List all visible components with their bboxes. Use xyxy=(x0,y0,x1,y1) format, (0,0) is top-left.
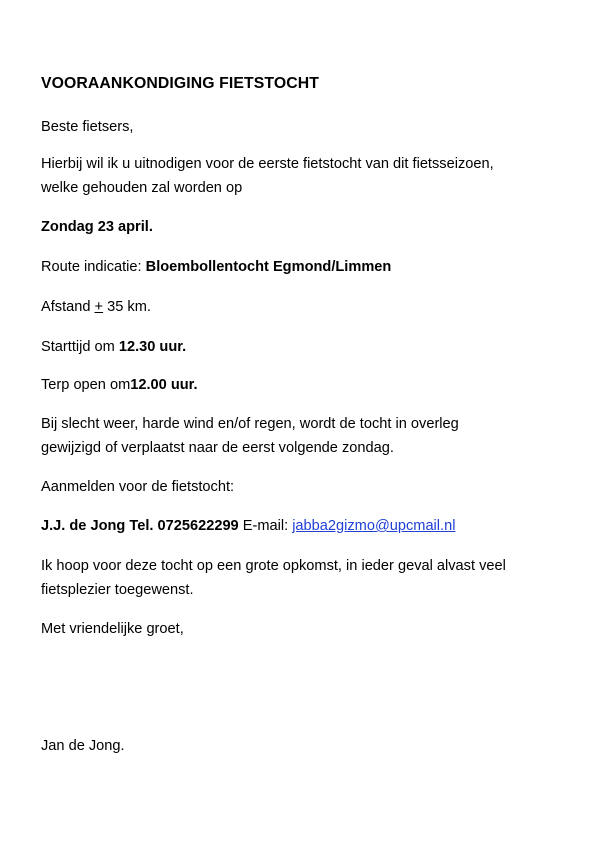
start-time-label: Starttijd om xyxy=(41,339,119,355)
route-line xyxy=(41,257,391,277)
event-date: Zondag 23 april. xyxy=(41,219,153,235)
document-title: VOORAANKONDIGING FIETSTOCHT xyxy=(41,75,319,92)
approx-symbol: + xyxy=(94,299,104,315)
route-label: Route indicatie: xyxy=(41,259,146,275)
email-label: E-mail: xyxy=(238,518,293,534)
terp-open-label: Terp open om xyxy=(41,377,131,393)
distance-line xyxy=(41,297,151,317)
terp-open-value: 12.00 uur. xyxy=(130,377,198,393)
distance-value: 35 km. xyxy=(103,299,151,315)
greeting: Beste fietsers, xyxy=(41,119,134,135)
intro-line-1: Hierbij wil ik u uitnodigen voor de eerste fietstocht van dit fietsseizoen, xyxy=(41,156,494,172)
signature: Jan de Jong. xyxy=(41,738,125,754)
contact-line xyxy=(41,516,455,536)
contact-name-phone: J.J. de Jong Tel. 0725622299 xyxy=(41,518,239,534)
weather-notice-line-2: gewijzigd of verplaatst naar de eerst volgende zondag. xyxy=(41,440,394,456)
terp-open-line xyxy=(41,375,198,395)
start-time-line xyxy=(41,337,186,357)
closing-wish-line-1: Ik hoop voor deze tocht op een grote opkomst, in ieder geval alvast veel xyxy=(41,558,506,574)
email-link[interactable]: jabba2gizmo@upcmail.nl xyxy=(292,518,456,534)
signup-label: Aanmelden voor de fietstocht: xyxy=(41,479,235,495)
start-time-value: 12.30 uur. xyxy=(118,339,187,355)
weather-notice-line-1: Bij slecht weer, harde wind en/of regen, wordt de tocht in overleg xyxy=(41,416,459,432)
regards: Met vriendelijke groet, xyxy=(41,621,184,637)
closing-wish-line-2: fietsplezier toegewenst. xyxy=(41,582,194,598)
route-value: Bloembollentocht Egmond/Limmen xyxy=(145,259,392,275)
intro-line-2: welke gehouden zal worden op xyxy=(41,180,243,196)
distance-label: Afstand xyxy=(41,299,95,315)
